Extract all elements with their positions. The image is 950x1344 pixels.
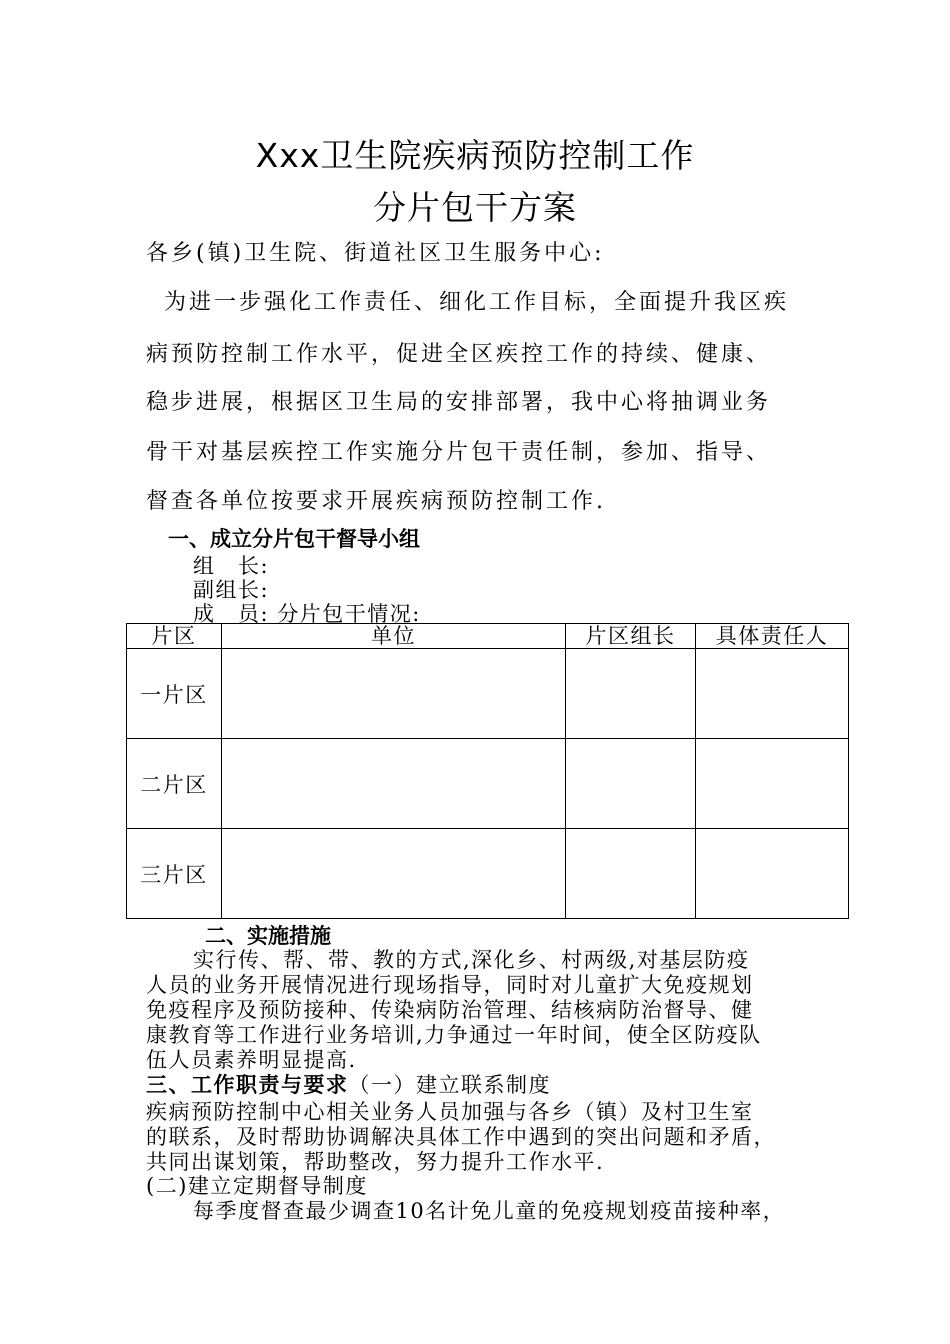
- intro-line: 病预防控制工作水平，促进全区疾控工作的持续、健康、: [146, 342, 772, 367]
- section2-line: 免疫程序及预防接种、传染病防治管理、结核病防治督导、健: [146, 998, 754, 1022]
- unit-cell: [222, 739, 566, 829]
- section1-heading: 一、成立分片包干督导小组: [168, 527, 420, 551]
- table-row: [127, 649, 849, 739]
- section2-line: 实行传、帮、带、教的方式,深化乡、村两级,对基层防疫: [193, 948, 750, 972]
- district-cell: 一片区: [127, 649, 222, 739]
- leader-cell: [566, 739, 696, 829]
- document-title-line1: Xxx卫生院疾病预防控制工作: [255, 136, 695, 175]
- group-leader: 组 长:: [193, 554, 270, 578]
- header-unit: 单位: [222, 624, 566, 649]
- header-district-leader: 片区组长: [566, 624, 696, 649]
- section2-line: 伍人员素养明显提高.: [146, 1048, 357, 1072]
- table-header-row: [127, 624, 849, 649]
- section3-subheading-1: （一）建立联系制度: [348, 1073, 551, 1097]
- responsible-cell: [696, 649, 849, 739]
- leader-cell: [566, 649, 696, 739]
- section2-line: 康教育等工作进行业务培训,力争通过一年时间，使全区防疫队: [146, 1023, 762, 1047]
- section3-line: 的联系，及时帮助协调解决具体工作中遇到的突出问题和矛盾，: [146, 1125, 776, 1149]
- section2-heading: 二、实施措施: [205, 924, 331, 948]
- section3-line: 共同出谋划策，帮助整改，努力提升工作水平.: [146, 1150, 605, 1174]
- district-cell: 二片区: [127, 739, 222, 829]
- intro-line: 督查各单位按要求开展疾病预防控制工作.: [146, 489, 606, 514]
- unit-cell: [222, 829, 566, 919]
- unit-cell: [222, 649, 566, 739]
- salutation: 各乡(镇)卫生院、街道社区卫生服务中心:: [146, 241, 605, 266]
- group-members: 成 员: 分片包干情况:: [193, 602, 421, 626]
- table-row: [127, 829, 849, 919]
- intro-line: 骨干对基层疾控工作实施分片包干责任制，参加、指导、: [146, 440, 772, 465]
- intro-line: 为进一步强化工作责任、细化工作目标，全面提升我区疾: [164, 290, 790, 315]
- section3-heading: 三、工作职责与要求: [146, 1073, 349, 1097]
- section3-subheading-2: (二)建立定期督导制度: [146, 1174, 368, 1198]
- group-deputy-leader: 副组长:: [193, 578, 270, 602]
- assignment-table: [126, 623, 849, 919]
- document-title-line2: 分片包干方案: [373, 188, 577, 227]
- header-responsible-person: 具体责任人: [696, 624, 849, 649]
- section3-line: 每季度督查最少调查10名计免儿童的免疫规划疫苗接种率，: [193, 1199, 786, 1223]
- responsible-cell: [696, 739, 849, 829]
- intro-line: 稳步进展，根据区卫生局的安排部署，我中心将抽调业务: [146, 390, 772, 415]
- district-cell: 三片区: [127, 829, 222, 919]
- table-row: [127, 739, 849, 829]
- section3-line: 疾病预防控制中心相关业务人员加强与各乡（镇）及村卫生室: [146, 1100, 754, 1124]
- leader-cell: [566, 829, 696, 919]
- section3-heading-line: [146, 1069, 551, 1099]
- section2-line: 人员的业务开展情况进行现场指导，同时对儿童扩大免疫规划: [146, 973, 754, 997]
- responsible-cell: [696, 829, 849, 919]
- header-district: 片区: [127, 624, 222, 649]
